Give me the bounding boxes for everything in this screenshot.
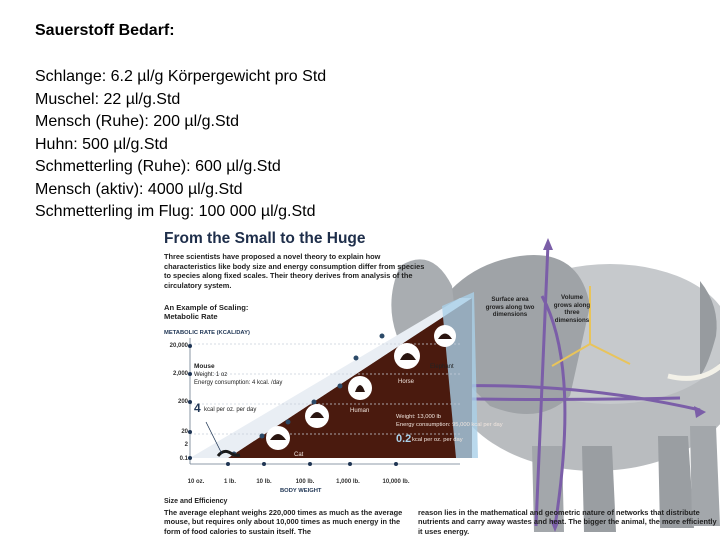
slide-title: Sauerstoff Bedarf:: [35, 22, 175, 39]
figure-title: From the Small to the Huge: [164, 230, 366, 247]
list-item: Mensch (Ruhe): 200 µl/g.Std: [35, 113, 239, 130]
elephant-per-oz-value: 0.2: [396, 433, 412, 445]
list-item: Schmetterling im Flug: 100 000 µl/g.Std: [35, 203, 316, 220]
list-item: Muschel: 22 µl/g.Std: [35, 90, 181, 108]
scaling-subtitle: Metabolic Rate: [164, 312, 218, 321]
horse-label: Horse: [398, 379, 415, 385]
mouse-per-oz-value: 4: [194, 401, 201, 415]
figure-intro: Three scientists have proposed a novel theory to explain how characteristics like body size and energy consumption differ from species to species along fixed scales. Their theory derives from analysis of the circulatory system.: [164, 252, 425, 290]
chart-labels: [160, 226, 720, 540]
x-tick-label: 10,000 lb.: [382, 479, 410, 485]
x-tick-label: 1 lb.: [223, 479, 237, 485]
elephant-per-oz-label: kcal per oz. per day: [412, 437, 463, 443]
size-efficiency-title: Size and Efficiency: [164, 498, 228, 505]
list-item: Mensch (aktiv): 4000 µl/g.Std: [35, 180, 243, 198]
volume-label: Volume grows along three dimensions: [553, 294, 591, 324]
list-item: Huhn: 500 µl/g.Std: [35, 135, 168, 153]
surface-label: Surface area grows along two dimensions: [485, 296, 535, 319]
size-efficiency-left: The average elephant weighs 220,000 times as much as the average mouse, but requires only about 10,000 times as much energy in the form of food calories to sustain itself. The: [164, 508, 403, 536]
list-item: Schlange: 6.2 µl/g Körpergewicht pro Std: [35, 68, 327, 85]
size-efficiency-right: reason lies in the mathematical and geometric nature of networks that distribute nutrients and carry away wastes and heat. The bigger the animal, the more efficiently it uses energy.: [418, 508, 717, 536]
x-tick-label: 100 lb.: [295, 479, 315, 485]
elephant-energy: Energy consumption: 95,000 kcal per day: [396, 422, 503, 428]
human-label: Human: [350, 408, 370, 414]
elephant-label: Elephant: [430, 364, 454, 370]
mouse-label: Mouse: [194, 363, 215, 370]
y-tick-label: 2,000: [172, 371, 188, 377]
mouse-per-oz-label: kcal per oz. per day: [204, 407, 257, 413]
y-tick-label: 0.1: [179, 456, 188, 462]
cat-label: Cat: [294, 452, 304, 458]
y-tick-label: 2: [184, 442, 188, 448]
y-tick-label: 200: [177, 399, 188, 405]
x-tick-label: 10 oz.: [187, 479, 205, 485]
elephant-weight: Weight: 13,000 lb: [396, 414, 442, 420]
y-tick-label: 20: [181, 429, 188, 435]
x-tick-label: 1,000 lb.: [336, 479, 360, 485]
y-axis-label: METABOLIC RATE (KCAL/DAY): [164, 330, 250, 336]
x-axis-label: BODY WEIGHT: [280, 488, 322, 494]
y-tick-label: 20,000: [169, 343, 188, 349]
mouse-energy: Energy consumption: 4 kcal. /day: [194, 380, 283, 386]
x-tick-label: 10 lb.: [256, 479, 272, 485]
list-item: Schmetterling (Ruhe): 600 µl/g.Std: [35, 158, 281, 175]
scaling-figure: [160, 226, 720, 540]
scaling-title: An Example of Scaling:: [164, 303, 249, 312]
mouse-weight: Weight: 1 oz: [194, 372, 228, 378]
oxygen-demand-list: [35, 66, 326, 224]
